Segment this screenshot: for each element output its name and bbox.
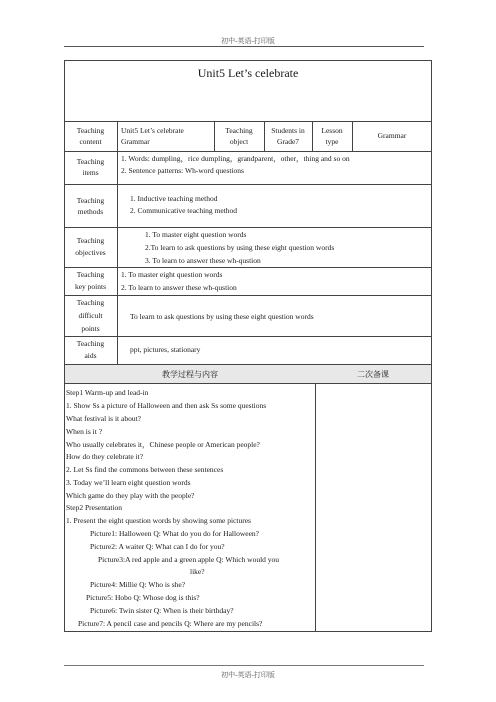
teaching-content-label: content [79, 137, 102, 146]
footer-rule [64, 665, 424, 666]
students-value: Grade7 [276, 137, 300, 146]
process-line: When is it ? [66, 427, 103, 436]
process-line: Picture4: Millie Q: Who is she? [90, 580, 186, 589]
difficult-points-label: difficult [78, 311, 103, 320]
process-header-right: 二次备课 [357, 370, 389, 379]
difficult-points-label: points [81, 324, 100, 333]
process-line: What festival is it about? [66, 414, 141, 423]
key-points-line: 2. To learn to answer these wh-qustion [121, 283, 237, 292]
page-footer: 初中-英语-打印版 [221, 671, 275, 679]
lesson-type-label: type [325, 137, 339, 146]
column-divider [117, 121, 118, 364]
process-line: 3. Today we’ll learn eight question words [66, 478, 191, 487]
process-line: Which game do they play with the people? [66, 491, 195, 500]
process-line: Picture3:A red apple and a green apple Q: Which would you [98, 555, 280, 564]
difficult-points-line: To learn to ask questions by using these eight question words [130, 312, 314, 321]
teaching-objectives-line: 2.To learn to ask questions by using these eight question words [145, 243, 335, 252]
process-line: Picture2: A waiter Q: What can I do for you? [90, 542, 225, 551]
row-divider [64, 336, 432, 337]
teaching-object-label: Teaching [225, 126, 253, 135]
row-divider [64, 121, 432, 122]
process-line: Picture7: A pencil case and pencils Q: Where are my pencils? [78, 619, 263, 628]
process-line: How do they celebrate it? [66, 452, 144, 461]
teaching-methods-label: Teaching [76, 196, 105, 205]
row-divider [64, 184, 432, 185]
process-header-left: 教学过程与内容 [162, 370, 218, 379]
process-line: Picture6: Twin sister Q: When is their birthday? [90, 606, 234, 615]
teaching-objectives-label: Teaching [76, 236, 105, 245]
teaching-aids-label: aids [84, 351, 97, 360]
process-line: Step1 Warm-up and lead-in [66, 388, 149, 397]
row-divider [64, 295, 432, 296]
teaching-items-line: 1. Words: dumpling，rice dumpling，grandparent，other，thing and so on [121, 154, 350, 163]
teaching-objectives-label: objectives [75, 248, 106, 257]
key-points-label: key points [74, 282, 107, 291]
process-line: 1. Show Ss a picture of Halloween and then ask Ss some questions [66, 401, 267, 410]
process-line: Who usually celebrates it，Chinese people or American people? [66, 440, 260, 449]
teaching-content-value: Unit5 Let’s celebrate [121, 126, 184, 135]
row-divider [64, 227, 432, 228]
teaching-aids-line: ppt, pictures, stationary [130, 345, 201, 354]
key-points-label: Teaching [76, 270, 105, 279]
lesson-type-value: Grammar [377, 131, 407, 140]
teaching-items-line: 2. Sentence patterns: Wh-word questions [121, 166, 244, 175]
process-line: 2. Let Ss find the commons between these sentences [66, 465, 224, 474]
row-divider [64, 267, 432, 268]
teaching-object-label: object [229, 137, 249, 146]
teaching-aids-label: Teaching [76, 339, 105, 348]
teaching-content-value: Grammar [121, 137, 150, 146]
column-divider [315, 364, 316, 632]
teaching-content-label: Teaching [76, 126, 105, 135]
process-line: Picture5: Hobo Q: Whose dog is this? [86, 593, 200, 602]
page-header: 初中-英语-打印版 [221, 37, 275, 45]
teaching-objectives-line: 1. To master eight question words [145, 230, 247, 239]
row-divider [64, 151, 432, 152]
teaching-methods-line: 2. Communicative teaching method [130, 206, 238, 215]
lesson-title: Unit5 Let’s celebrate [197, 66, 299, 80]
row-divider [64, 383, 432, 384]
process-line: Step2 Presentation [66, 503, 123, 512]
header-rule [64, 46, 424, 47]
teaching-objectives-line: 3. To learn to answer these wh-qustion [145, 256, 261, 265]
key-points-line: 1. To master eight question words [121, 270, 223, 279]
process-line: 1. Present the eight question words by showing some pictures [66, 516, 251, 525]
lesson-type-label: Lesson [321, 126, 343, 135]
teaching-items-label: Teaching [76, 157, 105, 166]
teaching-items-label: items [82, 168, 99, 177]
process-line: like? [190, 567, 205, 576]
difficult-points-label: Teaching [76, 298, 105, 307]
teaching-methods-line: 1. Inductive teaching method [130, 194, 218, 203]
process-line: Picture1: Halloween Q: What do you do for Halloween? [90, 529, 259, 538]
teaching-methods-label: methods [77, 207, 104, 216]
students-value: Students in [271, 126, 305, 135]
